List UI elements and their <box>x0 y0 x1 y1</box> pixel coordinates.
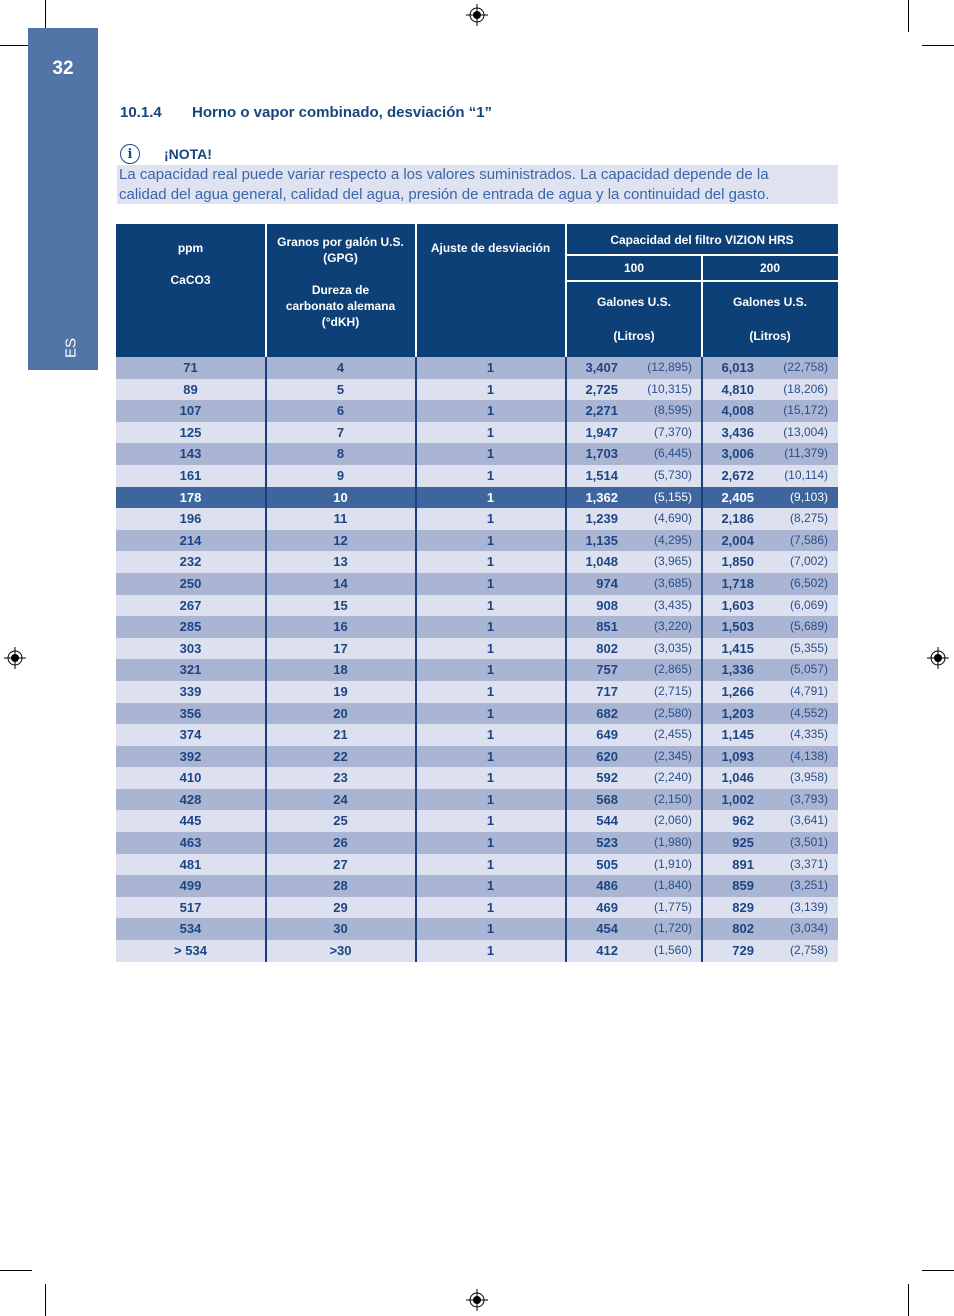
table-row <box>116 530 838 552</box>
cell-liters-100: (2,715) <box>653 683 692 698</box>
cell-ppm: 107 <box>179 403 202 419</box>
cell-liters-200: (22,758) <box>783 360 828 374</box>
cell-liters-100: (3,035) <box>653 640 692 655</box>
cell-offset: 1 <box>486 424 495 440</box>
cell-gallons-100: 908 <box>596 597 618 613</box>
cell-ppm: 232 <box>179 554 202 570</box>
cell-gallons-200: 859 <box>732 878 754 894</box>
cell-gallons-100: 717 <box>596 683 618 699</box>
cell-liters-200: (7,586) <box>789 532 828 547</box>
cell-ppm: 356 <box>179 705 202 721</box>
registration-mark-icon <box>466 4 488 26</box>
cell-gpg: 4 <box>336 360 345 375</box>
cell-gallons-100: 757 <box>596 662 618 678</box>
cell-ppm: 125 <box>179 424 202 440</box>
cell-gallons-100: 592 <box>596 770 618 786</box>
cell-liters-200: (4,335) <box>789 727 828 742</box>
cell-gpg: 30 <box>333 921 348 937</box>
note-text <box>117 165 838 204</box>
cell-offset: 1 <box>486 575 495 591</box>
cell-liters-200: (3,958) <box>789 770 828 785</box>
cell-gpg: 26 <box>333 835 348 851</box>
cell-gallons-100: 544 <box>596 813 618 829</box>
cell-offset: 1 <box>486 791 495 807</box>
cell-gallons-100: 2,725 <box>585 381 618 397</box>
cell-ppm: 321 <box>179 662 202 678</box>
table-row <box>116 638 838 660</box>
cell-liters-200: (6,069) <box>789 597 828 612</box>
cell-liters-100: (10,315) <box>647 381 692 396</box>
cell-gallons-200: 1,415 <box>721 640 754 656</box>
cell-liters-100: (1,980) <box>653 835 692 850</box>
cell-gallons-200: 4,810 <box>721 381 754 397</box>
cell-liters-200: (4,791) <box>789 683 828 698</box>
cell-liters-200: (7,002) <box>789 554 828 569</box>
cell-gallons-100: 469 <box>596 899 618 915</box>
cell-liters-100: (5,155) <box>653 489 692 504</box>
cell-gallons-100: 851 <box>596 619 618 635</box>
cell-offset: 1 <box>486 943 495 959</box>
table-row <box>116 940 838 962</box>
table-row <box>116 508 838 530</box>
cell-offset: 1 <box>486 813 495 829</box>
cell-gallons-200: 1,266 <box>721 683 754 699</box>
cell-gallons-200: 1,503 <box>721 619 754 635</box>
cell-gallons-200: 1,718 <box>721 575 754 591</box>
cell-offset: 1 <box>486 899 495 915</box>
section-title <box>120 104 492 121</box>
crop-mark <box>0 1270 32 1271</box>
cell-gallons-100: 454 <box>596 921 618 937</box>
cell-liters-200: (4,138) <box>789 748 828 763</box>
cell-liters-100: (3,220) <box>653 619 692 634</box>
cell-offset: 1 <box>486 878 495 894</box>
cell-gpg: 27 <box>333 856 348 872</box>
cell-offset: 1 <box>486 770 495 786</box>
cell-gpg: 14 <box>333 575 348 591</box>
cell-gallons-100: 1,703 <box>585 446 618 462</box>
cell-gpg: 10 <box>333 489 348 505</box>
cell-gpg: 6 <box>336 403 345 419</box>
note-text-line: calidad del agua general, calidad del agua, presión de entrada de agua y la continuidad del gasto. <box>119 186 770 203</box>
cell-ppm: 196 <box>179 511 202 527</box>
cell-ppm: 374 <box>179 727 202 743</box>
note-label: ¡NOTA! <box>164 146 212 162</box>
cell-gallons-100: 1,048 <box>585 554 618 570</box>
cell-gallons-200: 4,008 <box>721 403 754 419</box>
cell-liters-100: (3,685) <box>653 575 692 590</box>
cell-liters-200: (6,502) <box>789 575 828 590</box>
note-header <box>120 142 212 166</box>
header-liters-100: (Litros) <box>613 329 655 343</box>
cell-gpg: 25 <box>333 813 348 829</box>
cell-offset: 1 <box>486 619 495 635</box>
crop-mark <box>922 45 954 46</box>
cell-ppm: 392 <box>179 748 202 764</box>
cell-ppm: > 534 <box>174 943 207 959</box>
cell-gpg: 8 <box>336 446 345 462</box>
cell-ppm: 339 <box>179 683 202 699</box>
cell-gallons-200: 802 <box>732 921 754 937</box>
registration-mark-icon <box>4 647 26 669</box>
cell-gallons-100: 2,271 <box>585 403 618 419</box>
language-label: ES <box>62 338 80 359</box>
cell-offset: 1 <box>486 856 495 872</box>
cell-gpg: 5 <box>336 381 345 397</box>
cell-ppm: 445 <box>179 813 202 829</box>
cell-offset: 1 <box>486 835 495 851</box>
registration-mark-icon <box>927 647 949 669</box>
cell-gallons-100: 412 <box>596 943 618 959</box>
cell-offset: 1 <box>486 705 495 721</box>
section-number: 10.1.4 <box>120 104 162 121</box>
cell-ppm: 178 <box>179 489 202 505</box>
crop-mark <box>45 1284 46 1316</box>
cell-gallons-100: 649 <box>596 727 618 743</box>
cell-gallons-100: 505 <box>596 856 618 872</box>
cell-offset: 1 <box>486 467 495 483</box>
cell-gallons-100: 682 <box>596 705 618 721</box>
cell-gallons-200: 1,603 <box>721 597 754 613</box>
cell-gallons-200: 2,672 <box>721 467 754 483</box>
table-row-highlighted <box>116 487 838 509</box>
cell-gallons-200: 2,186 <box>721 511 754 527</box>
header-caco3: CaCO3 <box>170 273 211 287</box>
cell-gallons-200: 729 <box>732 943 754 959</box>
header-dkh: Dureza de carbonato alemana (°dKH) <box>285 283 396 329</box>
cell-liters-100: (12,895) <box>647 360 692 374</box>
cell-gallons-100: 523 <box>596 835 618 851</box>
cell-liters-200: (15,172) <box>783 403 828 418</box>
cell-offset: 1 <box>486 446 495 462</box>
capacity-table <box>116 224 838 962</box>
cell-liters-100: (5,730) <box>653 467 692 482</box>
cell-ppm: 534 <box>179 921 202 937</box>
cell-gpg: 7 <box>336 424 345 440</box>
cell-ppm: 267 <box>179 597 202 613</box>
table-row <box>116 465 838 487</box>
cell-gpg: 11 <box>333 511 348 527</box>
cell-gallons-200: 925 <box>732 835 754 851</box>
header-gallons-100: Galones U.S. <box>596 295 672 309</box>
cell-liters-200: (13,004) <box>783 424 828 439</box>
cell-liters-100: (2,865) <box>653 662 692 677</box>
header-size-100: 100 <box>623 261 645 275</box>
cell-offset: 1 <box>486 921 495 937</box>
table-row <box>116 724 838 746</box>
cell-liters-200: (10,114) <box>784 467 828 482</box>
cell-gpg: 13 <box>333 554 348 570</box>
cell-gpg: 19 <box>333 683 348 699</box>
cell-liters-100: (1,560) <box>653 943 692 958</box>
cell-liters-100: (7,370) <box>653 424 692 439</box>
cell-gallons-200: 962 <box>732 813 754 829</box>
cell-gallons-200: 1,203 <box>721 705 754 721</box>
cell-liters-200: (3,251) <box>789 878 828 893</box>
header-ppm: ppm <box>177 241 204 255</box>
cell-gpg: 22 <box>333 748 348 764</box>
page-number: 32 <box>52 58 74 79</box>
cell-offset: 1 <box>486 662 495 678</box>
header-gpg: Granos por galón U.S. (GPG) <box>277 235 404 265</box>
cell-liters-200: (5,355) <box>789 640 828 655</box>
table-row <box>116 573 838 595</box>
cell-ppm: 285 <box>179 619 202 635</box>
cell-ppm: 71 <box>183 360 198 375</box>
cell-gallons-200: 2,004 <box>721 532 754 548</box>
cell-offset: 1 <box>486 554 495 570</box>
cell-gallons-200: 1,336 <box>721 662 754 678</box>
cell-gallons-100: 1,947 <box>585 424 618 440</box>
cell-liters-100: (2,455) <box>653 727 692 742</box>
table-row <box>116 422 838 444</box>
table-row <box>116 767 838 789</box>
header-size-200: 200 <box>759 261 781 275</box>
table-row <box>116 810 838 832</box>
cell-gallons-200: 3,006 <box>721 446 754 462</box>
crop-mark <box>908 0 909 32</box>
cell-liters-100: (1,840) <box>653 878 692 893</box>
cell-ppm: 481 <box>179 856 202 872</box>
cell-liters-200: (18,206) <box>783 381 828 396</box>
registration-mark-icon <box>466 1289 488 1311</box>
note-text-line: La capacidad real puede variar respecto a los valores suministrados. La capacidad depende de la <box>119 166 769 183</box>
cell-gallons-100: 974 <box>596 575 618 591</box>
cell-liters-200: (3,139) <box>789 899 828 914</box>
cell-gallons-100: 1,362 <box>585 489 618 505</box>
cell-liters-100: (2,345) <box>653 748 692 763</box>
section-heading: Horno o vapor combinado, desviación “1” <box>192 104 493 121</box>
cell-liters-200: (8,275) <box>789 511 828 526</box>
cell-liters-100: (2,240) <box>653 770 692 785</box>
cell-liters-100: (8,595) <box>653 403 692 418</box>
info-icon: i <box>120 144 140 164</box>
cell-gallons-200: 1,145 <box>721 727 754 743</box>
cell-ppm: 499 <box>179 878 202 894</box>
cell-liters-100: (6,445) <box>653 446 692 461</box>
cell-gallons-200: 1,046 <box>721 770 754 786</box>
cell-offset: 1 <box>486 532 495 548</box>
cell-gallons-100: 1,135 <box>585 532 618 548</box>
table-row <box>116 897 838 919</box>
cell-gallons-200: 6,013 <box>721 360 754 375</box>
cell-gpg: >30 <box>329 943 352 959</box>
cell-liters-200: (3,371) <box>789 856 828 871</box>
cell-offset: 1 <box>486 511 495 527</box>
cell-liters-100: (1,910) <box>653 856 692 871</box>
cell-ppm: 463 <box>179 835 202 851</box>
cell-gallons-100: 486 <box>596 878 618 894</box>
cell-ppm: 250 <box>179 575 202 591</box>
table-header <box>116 224 838 357</box>
cell-gallons-100: 568 <box>596 791 618 807</box>
cell-gpg: 17 <box>333 640 348 656</box>
cell-gallons-200: 3,436 <box>721 424 754 440</box>
cell-gpg: 23 <box>333 770 348 786</box>
cell-liters-200: (3,501) <box>789 835 828 850</box>
cell-gpg: 29 <box>333 899 348 915</box>
cell-liters-200: (2,758) <box>789 943 828 958</box>
crop-mark <box>922 1270 954 1271</box>
cell-liters-100: (4,690) <box>653 511 692 526</box>
cell-gpg: 18 <box>333 662 348 678</box>
cell-liters-200: (3,793) <box>789 791 828 806</box>
cell-liters-100: (1,775) <box>653 899 692 914</box>
table-row <box>116 400 838 422</box>
cell-gpg: 21 <box>333 727 348 743</box>
table-row <box>116 854 838 876</box>
cell-liters-100: (2,580) <box>653 705 692 720</box>
cell-gallons-200: 891 <box>732 856 754 872</box>
cell-gallons-200: 829 <box>732 899 754 915</box>
table-row <box>116 703 838 725</box>
table-row <box>116 357 838 379</box>
page-sidebar <box>28 28 98 370</box>
header-offset: Ajuste de desviación <box>430 241 551 255</box>
cell-gpg: 28 <box>333 878 348 894</box>
cell-liters-100: (2,150) <box>653 791 692 806</box>
cell-liters-100: (4,295) <box>653 532 692 547</box>
cell-gallons-200: 1,093 <box>721 748 754 764</box>
cell-ppm: 517 <box>179 899 202 915</box>
cell-gpg: 12 <box>333 532 348 548</box>
header-gallons-200: Galones U.S. <box>732 295 808 309</box>
cell-gallons-200: 1,850 <box>721 554 754 570</box>
cell-offset: 1 <box>486 360 495 375</box>
cell-liters-200: (5,689) <box>789 619 828 634</box>
cell-ppm: 161 <box>179 467 202 483</box>
cell-liters-200: (11,379) <box>784 446 828 461</box>
table-row <box>116 379 838 401</box>
cell-liters-200: (3,034) <box>789 921 828 936</box>
cell-liters-100: (1,720) <box>653 921 692 936</box>
cell-offset: 1 <box>486 748 495 764</box>
cell-gallons-100: 1,514 <box>585 467 618 483</box>
cell-liters-100: (2,060) <box>653 813 692 828</box>
cell-gpg: 20 <box>333 705 348 721</box>
cell-gpg: 16 <box>333 619 348 635</box>
cell-gallons-100: 620 <box>596 748 618 764</box>
crop-mark <box>908 1284 909 1316</box>
table-row <box>116 789 838 811</box>
cell-offset: 1 <box>486 403 495 419</box>
header-capacity: Capacidad del filtro VIZION HRS <box>610 233 794 247</box>
cell-gallons-100: 1,239 <box>585 511 618 527</box>
cell-offset: 1 <box>486 381 495 397</box>
cell-offset: 1 <box>486 597 495 613</box>
cell-liters-200: (4,552) <box>789 705 828 720</box>
cell-offset: 1 <box>486 683 495 699</box>
cell-offset: 1 <box>486 640 495 656</box>
cell-liters-200: (3,641) <box>789 813 828 828</box>
cell-ppm: 143 <box>179 446 202 462</box>
table-row <box>116 681 838 703</box>
cell-liters-200: (9,103) <box>789 489 828 504</box>
table-row <box>116 875 838 897</box>
table-row <box>116 746 838 768</box>
cell-offset: 1 <box>486 489 495 505</box>
table-row <box>116 918 838 940</box>
table-body <box>116 357 838 962</box>
table-row <box>116 551 838 573</box>
table-row <box>116 595 838 617</box>
cell-liters-100: (3,965) <box>653 554 692 569</box>
cell-ppm: 428 <box>179 791 202 807</box>
header-liters-200: (Litros) <box>749 329 791 343</box>
cell-gallons-100: 3,407 <box>585 360 618 375</box>
cell-gallons-200: 1,002 <box>721 791 754 807</box>
cell-gpg: 15 <box>333 597 348 613</box>
cell-liters-100: (3,435) <box>653 597 692 612</box>
cell-ppm: 303 <box>179 640 202 656</box>
cell-gpg: 9 <box>336 467 345 483</box>
cell-ppm: 410 <box>179 770 202 786</box>
table-row <box>116 443 838 465</box>
table-row <box>116 659 838 681</box>
table-row <box>116 832 838 854</box>
cell-gallons-100: 802 <box>596 640 618 656</box>
table-row <box>116 616 838 638</box>
cell-gallons-200: 2,405 <box>721 489 754 505</box>
cell-offset: 1 <box>486 727 495 743</box>
cell-ppm: 214 <box>179 532 202 548</box>
cell-ppm: 89 <box>183 381 198 397</box>
cell-liters-200: (5,057) <box>789 662 828 677</box>
cell-gpg: 24 <box>333 791 348 807</box>
